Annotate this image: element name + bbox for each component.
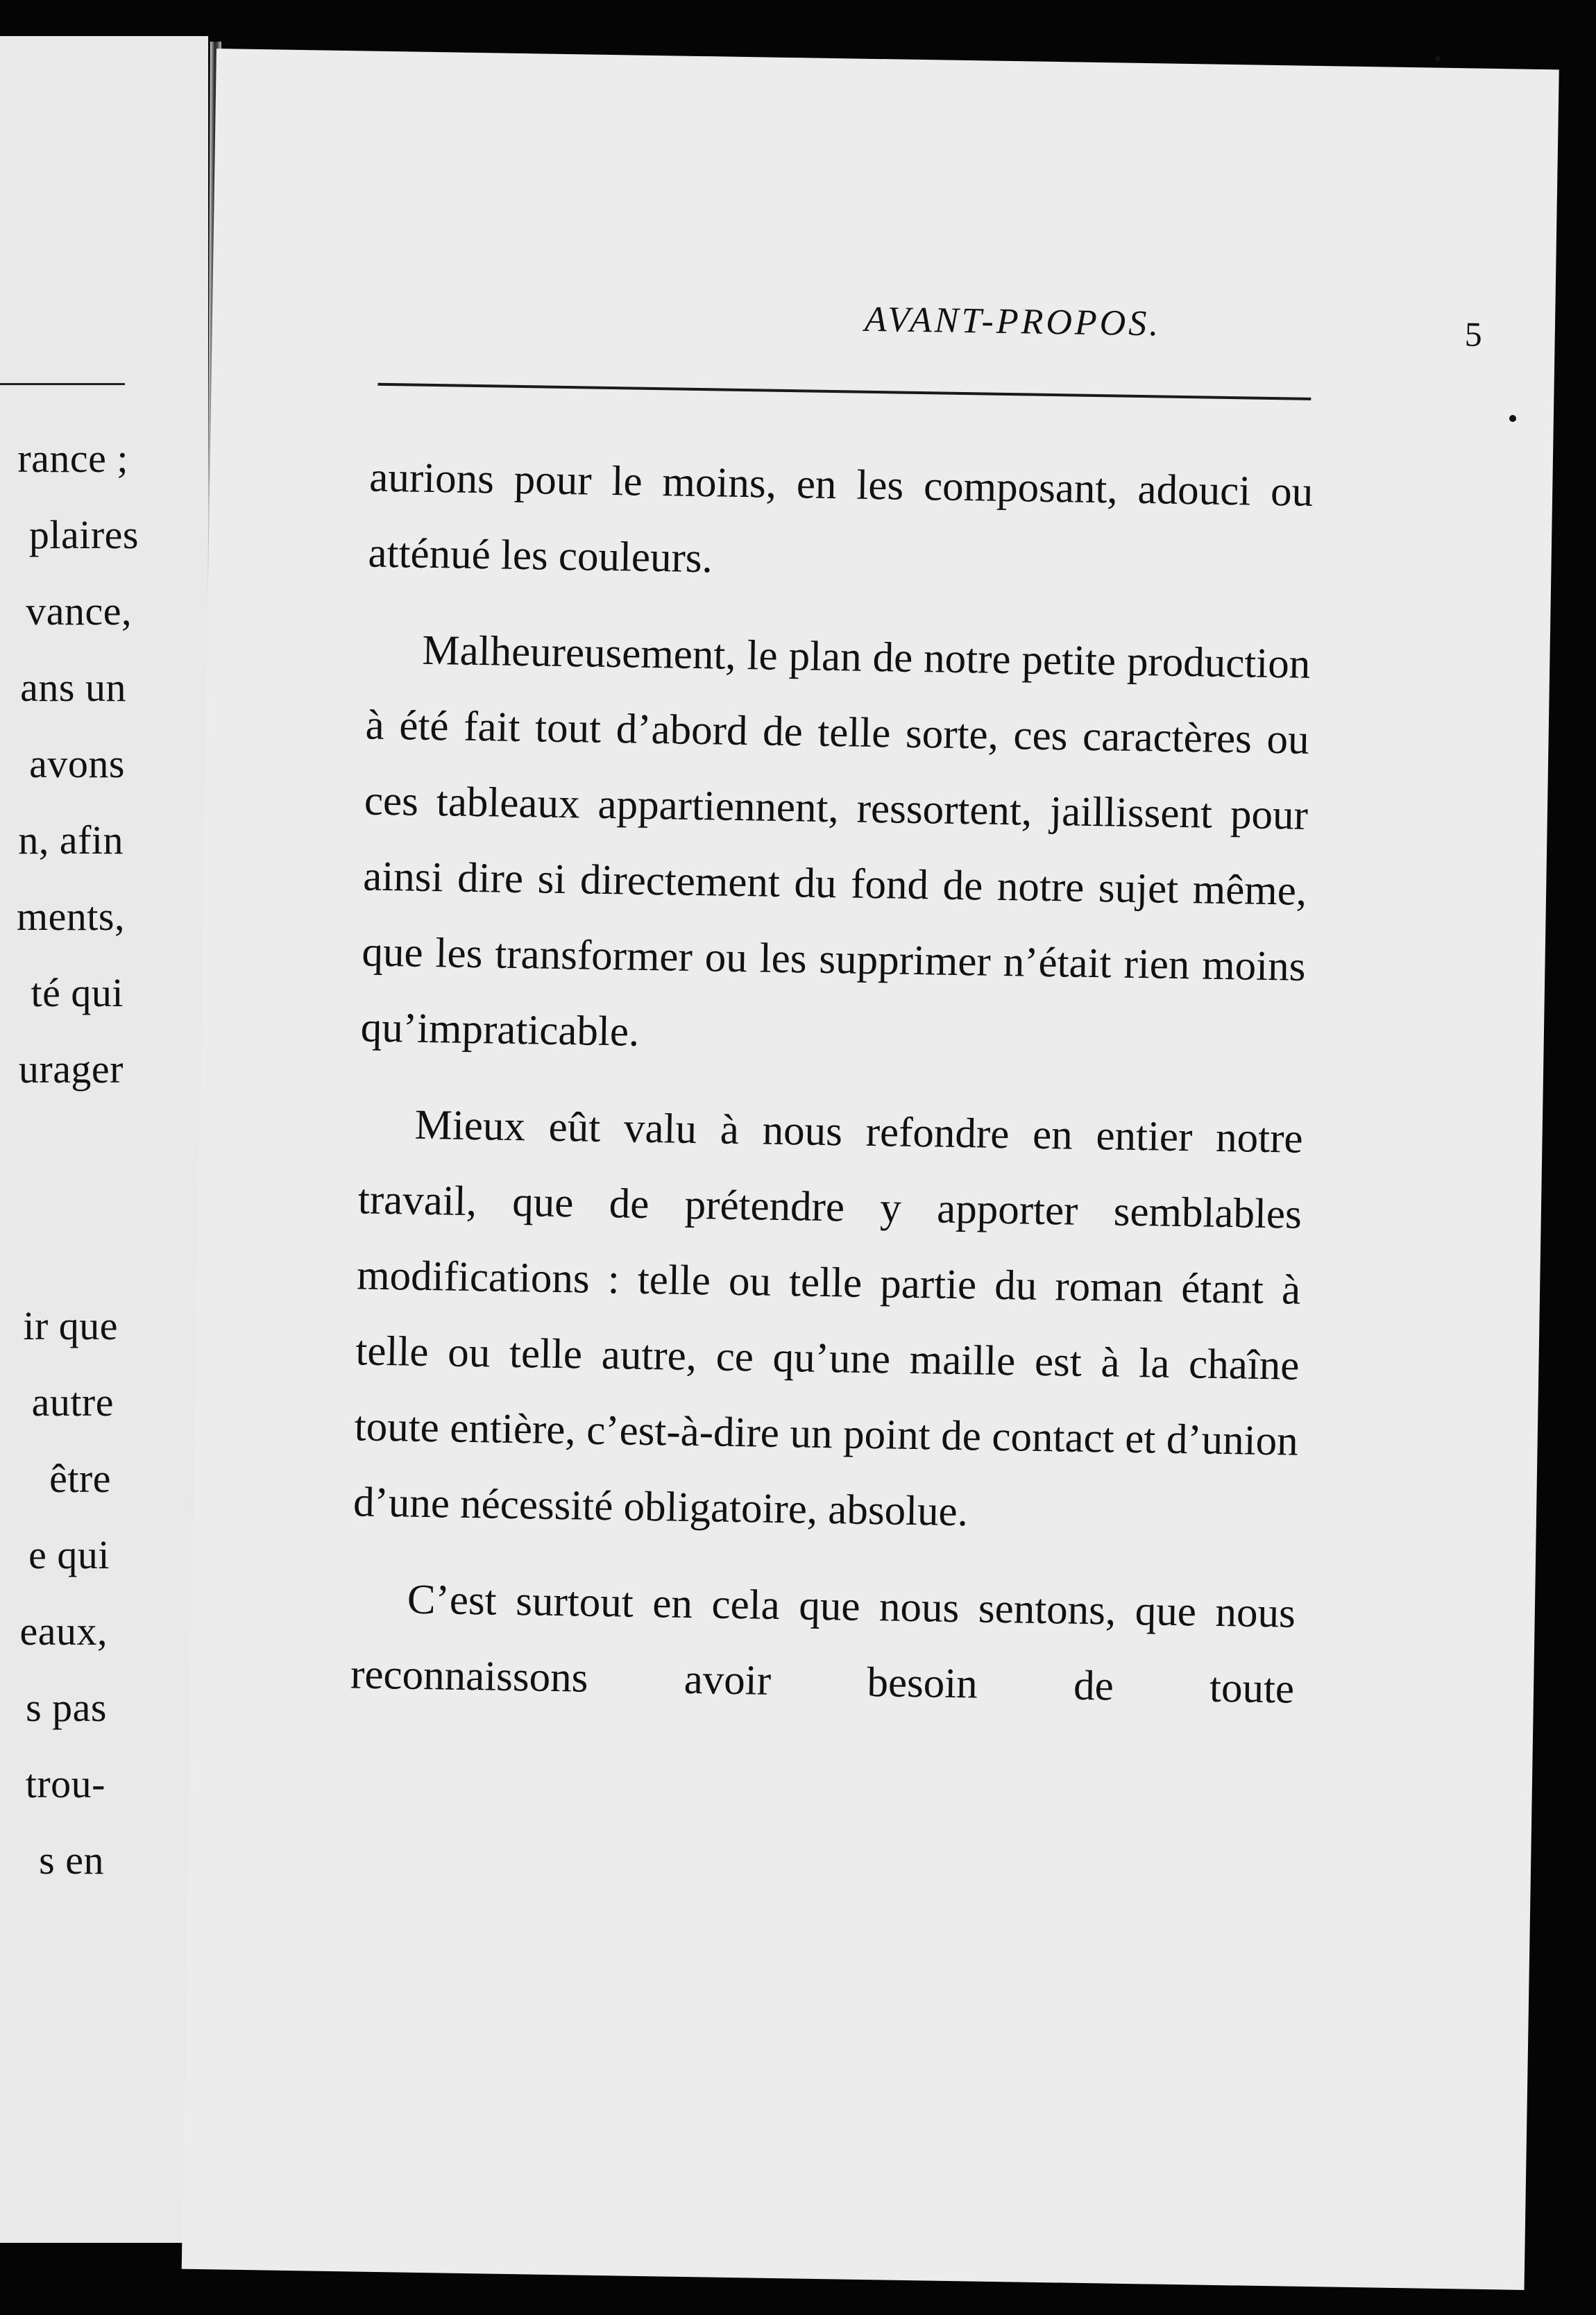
previous-page-line: trou- xyxy=(25,1761,105,1806)
previous-page-line: eaux, xyxy=(19,1609,108,1654)
current-page xyxy=(182,49,1559,2290)
previous-page-line: vance, xyxy=(26,588,132,634)
previous-page-line: n, afin xyxy=(18,817,124,863)
previous-page-line: urager xyxy=(18,1046,124,1092)
paragraph: Mieux eût valu à nous refondre en entier notre travail, que de prétendre y apporter semblables modifications : telle ou telle partie du roman étant à telle ou telle autre, ce qu’une maille est à la chaîne toute entière, c’est-à-dire un point de contact et d’union d’une nécessité obligatoire, absolue. xyxy=(353,1101,1304,1536)
previous-page-line: être xyxy=(49,1456,111,1501)
previous-page-line: s en xyxy=(39,1838,104,1883)
previous-page-line: plaires xyxy=(28,512,139,557)
previous-page-line: ments, xyxy=(16,894,125,939)
paragraph: Malheureusement, le plan de notre petite production à été fait tout d’abord de telle sorte, ces caractères ou ces tableaux appartiennent, ressortent, jaillissent pour ainsi dire si directement du fond de notre sujet même, que les transformer ou les supprimer n’était rien moins qu’impraticable. xyxy=(360,627,1311,1055)
scan-speck xyxy=(1435,56,1441,61)
page-number: 5 xyxy=(1464,314,1483,354)
body-text xyxy=(350,440,1314,1748)
header-rule xyxy=(377,383,1311,400)
previous-page-line: ir que xyxy=(23,1303,118,1348)
paragraph: aurions pour le moins, en les composant, adouci ou atténué les couleurs. xyxy=(368,454,1314,582)
previous-page-line: autre xyxy=(31,1380,114,1425)
previous-page-line: rance ; xyxy=(17,436,128,481)
previous-page-fragment xyxy=(0,36,208,2243)
paragraph: C’est surtout en cela que nous sentons, que nous reconnaissons avoir besoin de toute xyxy=(350,1576,1296,1713)
running-head xyxy=(378,294,1489,367)
previous-page-line: avons xyxy=(29,741,125,786)
previous-page-line: té qui xyxy=(31,970,124,1015)
running-head-title: AVANT-PROPOS. xyxy=(864,299,1162,344)
previous-page-rule xyxy=(0,383,125,385)
previous-page-line: s pas xyxy=(26,1685,107,1730)
previous-page-line: ans un xyxy=(20,665,126,710)
previous-page-line: e qui xyxy=(28,1532,110,1577)
scan-speck xyxy=(1509,415,1516,422)
